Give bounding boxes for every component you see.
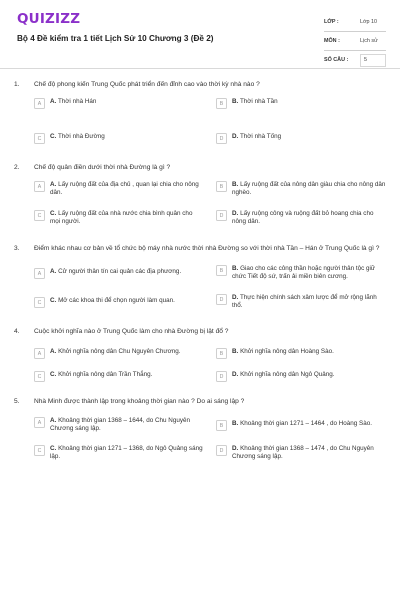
option-letter-box: B [216, 265, 227, 276]
option-letter-box: B [216, 98, 227, 109]
option-c[interactable] [34, 297, 204, 308]
meta-info-panel [324, 13, 386, 69]
option-text: Giao cho các công thần hoặc người thân tộc giữ chức Tiết độ sứ, trấn ải miền biên cương. [232, 265, 376, 281]
option-text: Thời nhà Đường [57, 133, 105, 140]
option-a[interactable] [34, 268, 204, 279]
option-a[interactable] [34, 98, 204, 109]
option-text: Khoảng thời gian 1368 – 1644, do Chu Nguyên Chương sáng lập. [50, 417, 190, 433]
question-number: 3. [14, 245, 20, 252]
question-text: Nhà Minh được thành lập trong khoảng thời gian nào ? Do ai sáng lập ? [34, 398, 245, 405]
option-letter-box: D [216, 133, 227, 144]
meta-subject-value: Lịch sử [360, 38, 378, 44]
option-b[interactable] [216, 181, 388, 197]
meta-count-value: 5 [360, 54, 386, 67]
option-prefix: C. [50, 371, 57, 378]
option-letter-box: A [34, 417, 45, 428]
option-text: Mở các khoa thi để chọn người làm quan. [58, 297, 175, 304]
option-prefix: D. [232, 133, 239, 140]
option-b[interactable] [216, 265, 388, 281]
option-prefix: C. [50, 210, 57, 217]
option-d[interactable] [216, 371, 388, 382]
option-letter-box: A [34, 181, 45, 192]
meta-count-row [324, 51, 386, 69]
option-letter-box: D [216, 210, 227, 221]
option-c[interactable] [34, 371, 204, 382]
option-text: Khởi nghĩa nông dân Chu Nguyên Chương. [58, 348, 181, 355]
option-a[interactable] [34, 417, 204, 433]
header-divider [0, 68, 400, 69]
option-text: Khởi nghĩa nông dân Trần Thắng. [58, 371, 153, 378]
question-number: 5. [14, 398, 20, 405]
option-letter-box: C [34, 210, 45, 221]
option-text: Thời nhà Tống [239, 133, 282, 140]
option-text: Lấy ruộng đất của nông dân giàu chia cho nông dân nghèo. [232, 181, 386, 197]
option-prefix: A. [50, 348, 57, 355]
option-prefix: C. [50, 445, 57, 452]
meta-class-label: LỚP : [324, 19, 339, 25]
option-text: Lấy ruộng công và ruộng đất bỏ hoang chia cho nông dân. [232, 210, 374, 226]
option-text: Khoảng thời gian 1368 – 1474 , do Chu Nguyên Chương sáng lập. [232, 445, 374, 461]
option-letter-box: B [216, 181, 227, 192]
option-letter-box: C [34, 371, 45, 382]
option-letter-box: D [216, 371, 227, 382]
option-prefix: A. [50, 417, 57, 424]
option-prefix: C. [50, 133, 57, 140]
option-prefix: B. [232, 181, 239, 188]
option-letter-box: D [216, 445, 227, 456]
option-b[interactable] [216, 98, 388, 109]
option-a[interactable] [34, 348, 204, 359]
option-prefix: D. [232, 294, 239, 301]
option-d[interactable] [216, 210, 388, 226]
question-number: 4. [14, 328, 20, 335]
option-text: Cử người thân tín cai quản các địa phương. [58, 268, 182, 275]
option-text: Khởi nghĩa nông dân Hoàng Sào. [240, 348, 334, 355]
option-letter-box: A [34, 268, 45, 279]
quizizz-logo: QUIZIZZ [17, 11, 81, 27]
option-text: Lấy ruộng đất của nhà nước chia bình quân cho mọi người. [50, 210, 193, 226]
option-letter-box: A [34, 98, 45, 109]
option-text: Thực hiện chính sách xâm lược để mở rộng lãnh thổ. [232, 294, 377, 310]
option-prefix: B. [232, 420, 239, 427]
option-letter-box: C [34, 133, 45, 144]
meta-subject-label: MÔN : [324, 38, 340, 44]
option-a[interactable] [34, 181, 204, 197]
question-text: Chế độ quân điền dưới thời nhà Đường là gì ? [34, 164, 171, 171]
question-text: Chế độ phong kiến Trung Quốc phát triển đến đỉnh cao vào thời kỳ nhà nào ? [34, 81, 260, 88]
option-c[interactable] [34, 210, 204, 226]
option-c[interactable] [34, 133, 204, 144]
question-number: 1. [14, 81, 20, 88]
option-prefix: D. [232, 445, 239, 452]
option-prefix: A. [50, 181, 57, 188]
meta-subject-row [324, 32, 386, 51]
option-letter-box: A [34, 348, 45, 359]
option-c[interactable] [34, 445, 204, 461]
meta-class-value: Lớp 10 [360, 19, 378, 25]
option-text: Khoảng thời gian 1271 – 1464 , do Hoàng Sào. [240, 420, 372, 427]
meta-class-row [324, 13, 386, 32]
option-text: Khoảng thời gian 1271 – 1368, do Ngô Quảng sáng lập. [50, 445, 203, 461]
option-prefix: D. [232, 210, 239, 217]
option-letter-box: B [216, 348, 227, 359]
option-d[interactable] [216, 133, 388, 144]
option-letter-box: D [216, 294, 227, 305]
option-letter-box: C [34, 445, 45, 456]
option-d[interactable] [216, 445, 388, 461]
option-d[interactable] [216, 294, 388, 310]
option-b[interactable] [216, 348, 388, 359]
option-prefix: A. [50, 98, 57, 105]
option-prefix: C. [50, 297, 57, 304]
question-text: Cuộc khởi nghĩa nào ở Trung Quốc làm cho nhà Đường bị lật đổ ? [34, 328, 229, 335]
question-text: Điểm khác nhau cơ bản về tổ chức bộ máy nhà nước thời nhà Đường so với thời nhà Tần – Hán ở Trung Quốc là gì ? [34, 245, 380, 252]
option-prefix: B. [232, 98, 239, 105]
option-text: Lấy ruộng đất của địa chủ , quan lại chia cho nông dân. [50, 181, 199, 197]
meta-count-label: SỐ CÂU : [324, 57, 349, 63]
option-letter-box: B [216, 420, 227, 431]
option-text: Khởi nghĩa nông dân Ngô Quảng. [240, 371, 335, 378]
question-number: 2. [14, 164, 20, 171]
option-text: Thời nhà Tần [239, 98, 278, 105]
option-letter-box: C [34, 297, 45, 308]
option-prefix: A. [50, 268, 57, 275]
option-text: Thời nhà Hán [57, 98, 97, 105]
option-prefix: D. [232, 371, 239, 378]
document-title: Bộ 4 Đề kiểm tra 1 tiết Lịch Sử 10 Chương 3 (Đề 2) [17, 34, 214, 43]
option-b[interactable] [216, 420, 388, 431]
option-prefix: B. [232, 265, 239, 272]
option-prefix: B. [232, 348, 239, 355]
